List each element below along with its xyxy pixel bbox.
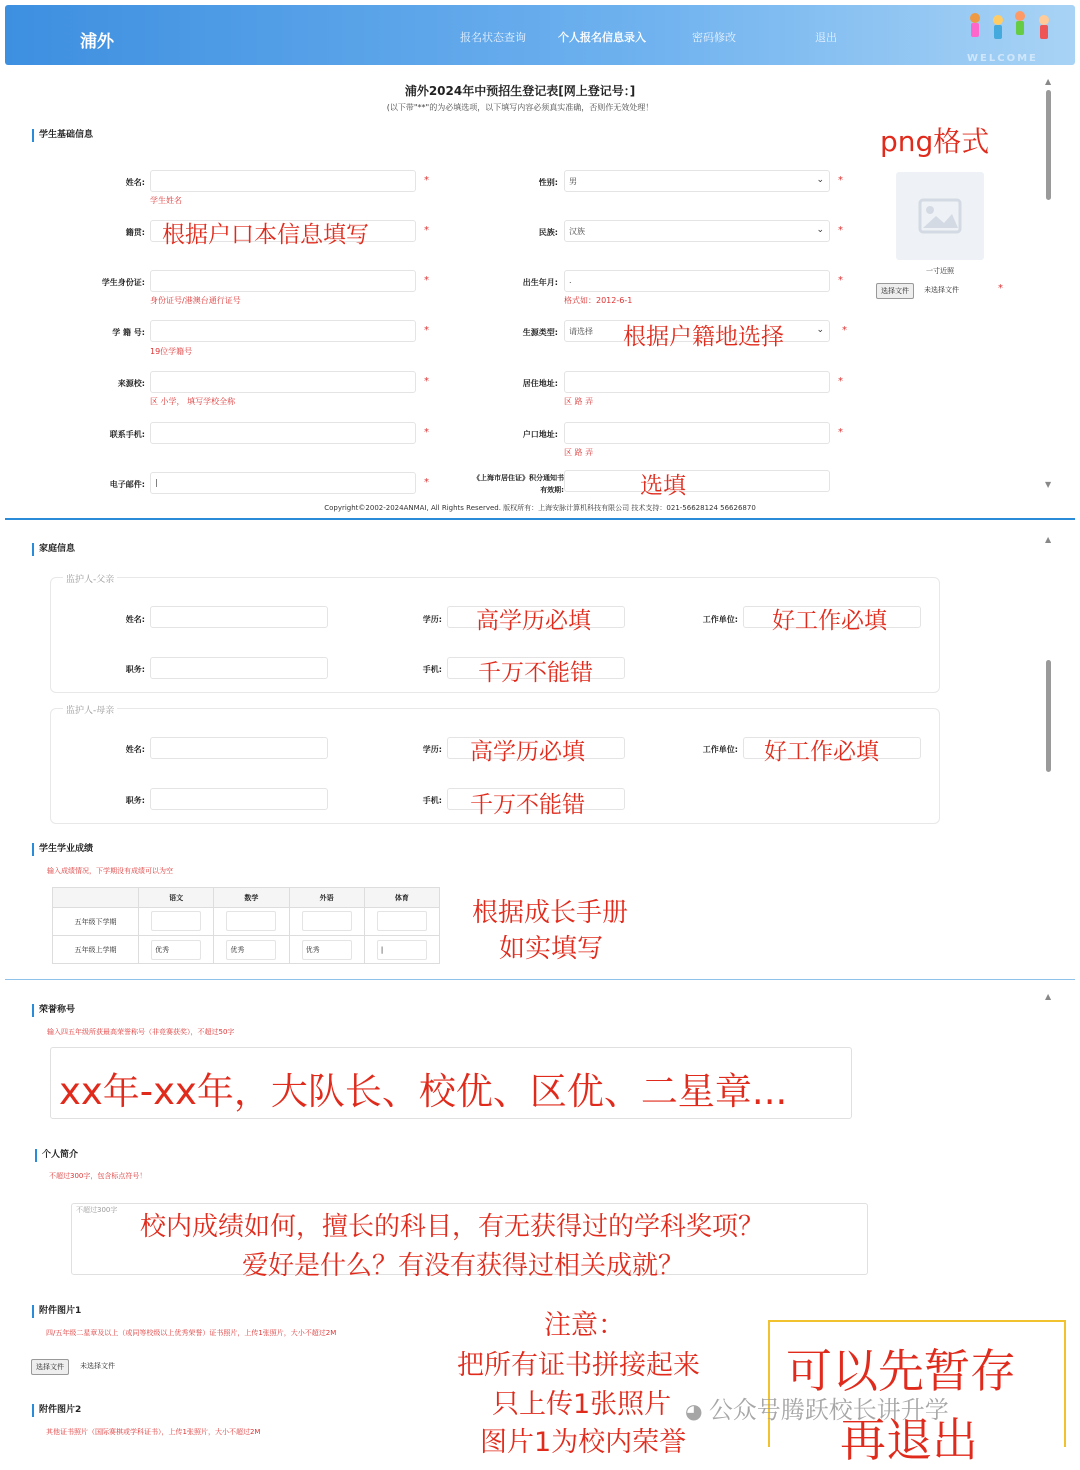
mother-name-input[interactable] [150,737,328,759]
section-attach2: 附件图片2 [32,1404,81,1417]
photo-file-button[interactable]: 选择文件 [876,283,914,299]
annotation-grades1: 根据成长手册 [472,898,629,928]
table-header: 数学 [214,888,289,908]
mother-job-label: 职务: [125,796,145,805]
table-row [53,908,440,936]
form-subtitle: (以下带"**"的为必填选项，以下填写内容必须真实准确，否则作无效处理！ [386,103,654,112]
grade-input[interactable] [302,911,352,931]
required-star: * [842,325,847,336]
required-star: * [424,175,429,186]
nav-status-query[interactable]: 报名状态查询 [460,31,526,44]
scrollbar-thumb[interactable] [1046,90,1051,200]
srctype-select[interactable]: 请选择 ⌄ [564,320,830,342]
intro-hint: 不超过300字，包含标点符号！ [49,1172,147,1180]
permit-input[interactable] [564,470,830,492]
phone-label: 联系手机: [109,430,145,439]
chevron-down-icon: ⌄ [816,225,824,235]
annotation-edu1: 高学历必填 [476,608,591,634]
annotation-srctype: 根据户籍地选择 [623,324,784,350]
required-star: * [424,427,429,438]
annotation-intro2: 爱好是什么？有没有获得过相关成就？ [242,1251,685,1281]
father-job-label: 职务: [125,665,145,674]
grade-input[interactable] [151,911,201,931]
required-star: * [838,225,843,236]
section-grades: 学生学业成绩 [32,843,93,856]
annotation-edu2: 高学历必填 [470,739,585,765]
scroll-up-icon[interactable]: ▲ [1045,992,1052,1001]
welcome-text: WELCOME [967,53,1038,64]
father-name-label: 姓名: [125,615,145,624]
annotation-phone1: 千万不能错 [478,660,593,686]
chevron-down-icon: ⌄ [816,175,824,185]
watermark: ◕ 公众号腾跃校长讲升学 [685,1396,949,1424]
required-star: * [424,225,429,236]
birth-input[interactable]: . [564,270,830,292]
hukou-hint: 区 路 弄 [564,448,594,457]
annotation-save: 可以先暂存 [786,1344,1016,1398]
grade-input[interactable]: 优秀 [151,940,201,960]
annotation-note-one-photo: 只上传1张照片 [492,1389,672,1420]
attach1-file-button[interactable]: 选择文件 [31,1359,69,1375]
ethnic-select[interactable]: 汉族 ⌄ [564,220,830,242]
attach1-hint: 四/五年级二星章及以上（或同等校级以上优秀荣誉）证书照片，上传1张照片，大小不超过2M [46,1329,337,1337]
photo-caption: 一寸近照 [926,267,954,275]
term-cell: 五年级上学期 [53,936,139,964]
form-title: 浦外2024年中预招生登记表[网上登记号：] [404,84,636,98]
grades-hint: 输入成绩情况，下学期没有成绩可以为空 [47,867,173,875]
father-edu-label: 学历: [422,615,442,624]
annotation-note-merge: 把所有证书拼接起来 [457,1350,700,1381]
kids-illustration [960,8,1065,50]
attach2-hint: 其他证书照片（国际赛棋或学科证书），上传1张照片，大小不超过2M [46,1428,261,1436]
section-attach1: 附件图片1 [32,1305,81,1318]
photo-placeholder [896,172,984,260]
required-star: * [838,376,843,387]
table-row [53,936,440,964]
father-work-label: 工作单位: [702,615,738,624]
school-label: 来源校: [117,379,145,388]
required-star: * [424,275,429,286]
id-label: 学生身份证: [101,278,145,287]
intro-placeholder: 不超过300字 [76,1206,118,1214]
name-label: 姓名: [125,178,145,187]
nav-password[interactable]: 密码修改 [692,31,736,44]
divider [5,518,1075,520]
email-input[interactable]: | [150,472,416,494]
table-header: 外语 [289,888,364,908]
required-star: * [424,325,429,336]
wechat-icon: ◕ [685,1399,709,1423]
annotation-honor: xx年-xx年，大队长、校优、区优、二星章... [59,1070,788,1113]
birth-label: 出生年月: [522,278,558,287]
phone-input[interactable] [150,422,416,444]
annotation-work2: 好工作必填 [764,739,879,765]
hukou-input[interactable] [564,422,830,444]
table-header: 体育 [364,888,439,908]
gender-label: 性别: [538,178,558,187]
scroll-up-icon[interactable]: ▲ [1045,535,1052,544]
annotation-note-school: 图片1为校内荣誉 [480,1427,687,1458]
school-hint: 区 小学， 填写学校全称 [150,397,236,406]
term-cell: 五年级下学期 [53,908,139,936]
attach1-file-status: 未选择文件 [80,1362,115,1370]
stuno-label: 学 籍 号: [112,328,145,337]
chevron-down-icon: ⌄ [816,325,824,335]
mother-work-label: 工作单位: [702,745,738,754]
srctype-label: 生源类型: [522,328,558,337]
annotation-intro1: 校内成绩如何，擅长的科目，有无获得过的学科奖项？ [140,1212,765,1242]
required-star: * [424,376,429,387]
photo-file-status: 未选择文件 [924,286,959,294]
site-logo: 浦外 [80,32,114,52]
birth-hint: 格式如：2012-6-1 [564,296,633,305]
father-name-input[interactable] [150,606,328,628]
table-header: 语文 [139,888,214,908]
top-nav-bar [5,5,1075,65]
annotation-native: 根据户口本信息填写 [162,222,369,248]
annotation-png: png格式 [880,125,990,158]
father-job-input[interactable] [150,657,328,679]
id-hint: 身份证号/港澳台通行证号 [150,296,241,305]
required-star: * [838,427,843,438]
annotation-phone2: 千万不能错 [470,792,585,818]
section-honor: 荣誉称号 [32,1004,75,1017]
mother-edu-label: 学历: [422,745,442,754]
table-header-row [53,888,440,908]
gender-select[interactable]: 男 ⌄ [564,170,830,192]
grade-input[interactable]: | [377,940,427,960]
required-star: * [838,275,843,286]
scroll-up-icon[interactable]: ▲ [1045,77,1052,86]
father-legend: 监护人-父亲 [63,572,117,585]
grades-table [52,887,440,964]
section-intro: 个人简介 [35,1149,78,1162]
father-phone-label: 手机: [422,665,442,674]
nav-info-entry[interactable]: 个人报名信息录入 [558,31,646,44]
section-family: 家庭信息 [32,543,75,556]
table-header [53,888,139,908]
stuno-input[interactable] [150,320,416,342]
image-icon [896,172,984,260]
native-label: 籍贯: [125,228,145,237]
mother-phone-label: 手机: [422,796,442,805]
hukou-label: 户口地址: [522,430,558,439]
mother-name-label: 姓名: [125,745,145,754]
grade-input[interactable] [226,911,276,931]
permit-label: 《上海市居住证》积分通知书 有效期: [473,474,564,494]
divider [5,979,1075,980]
grade-input[interactable]: 优秀 [226,940,276,960]
grade-input[interactable] [377,911,427,931]
copyright-text: Copyright©2002-2024ANMAI, All Rights Reserved. 版权所有：上海安脉计算机科技有限公司 技术支持：021-56628124 56626870 [324,504,756,512]
mother-job-input[interactable] [150,788,328,810]
addr-input[interactable] [564,371,830,393]
annotation-optional: 选填 [640,473,686,499]
annotation-work1: 好工作必填 [772,608,887,634]
email-label: 电子邮件: [109,480,145,489]
ethnic-label: 民族: [538,228,558,237]
section-basic-info: 学生基础信息 [32,129,93,142]
annotation-note-title: 注意： [544,1310,625,1341]
scrollbar-thumb[interactable] [1046,660,1051,772]
stuno-hint: 19位学籍号 [150,347,193,356]
required-star: * [424,477,429,488]
required-star: * [838,175,843,186]
mother-legend: 监护人-母亲 [63,703,117,716]
name-input[interactable] [150,170,416,192]
id-input[interactable] [150,270,416,292]
addr-label: 居住地址: [522,379,558,388]
scroll-down-icon[interactable]: ▼ [1045,480,1052,489]
honor-hint: 输入四五年级所获最高荣誉称号（非竞赛获奖），不超过50字 [47,1028,235,1036]
annotation-exit: 再退出 [840,1413,978,1467]
grade-input[interactable]: 优秀 [302,940,352,960]
name-hint: 学生姓名 [150,196,182,205]
addr-hint: 区 路 弄 [564,397,594,406]
annotation-grades2: 如实填写 [499,934,604,964]
nav-logout[interactable]: 退出 [815,31,837,44]
required-star: * [998,283,1003,294]
school-input[interactable] [150,371,416,393]
